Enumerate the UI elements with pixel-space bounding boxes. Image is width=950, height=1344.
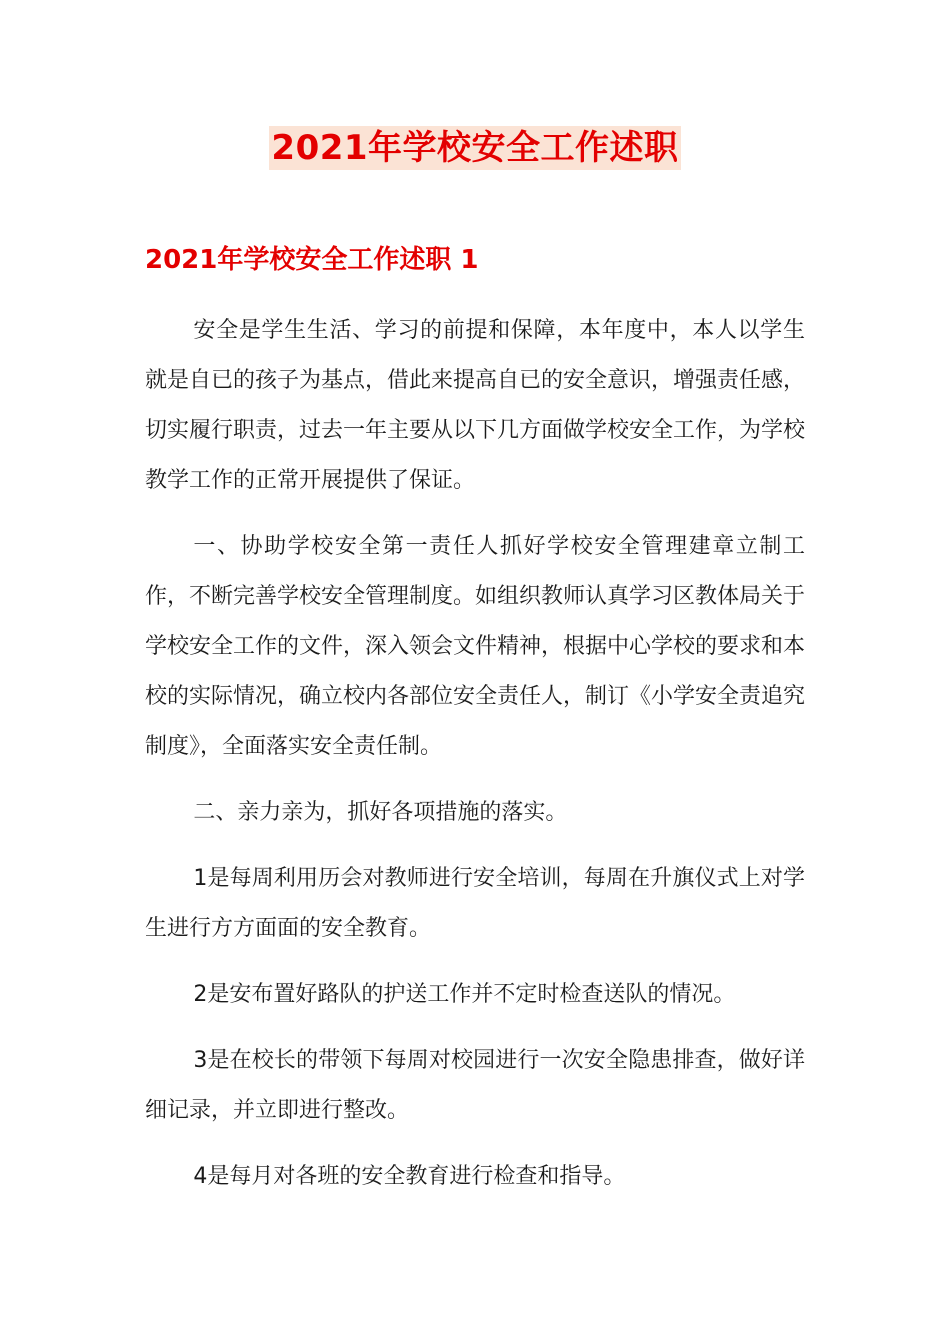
paragraph-item-1: 一、协助学校安全第一责任人抓好学校安全管理建章立制工作，不断完善学校安全管理制度。如组织教师认真学习区教体局关于学校安全工作的文件，深入领会文件精神，根据中心学校的要求和本校的实际情况，确立校内各部位安全责任人，制订《小学安全责追究制度》，全面落实安全责任制。 [145,534,806,759]
paragraph-intro: 安全是学生生活、学习的前提和保障，本年度中，本人以学生就是自已的孩子为基点，借此来提高自已的安全意识，增强责任感，切实履行职责，过去一年主要从以下几方面做学校安全工作，为学校教学工作的正常开展提供了保证。 [145,318,806,493]
document-title [0,126,950,170]
paragraph-point-3: 3是在校长的带领下每周对校园进行一次安全隐患排查，做好详细记录，并立即进行整改。 [145,1048,805,1123]
paragraph-point-2: 2是安布置好路队的护送工作并不定时检查送队的情况。 [193,982,736,1007]
paragraph-point-4: 4是每月对各班的安全教育进行检查和指导。 [193,1164,626,1189]
section-heading: 2021年学校安全工作述职 1 [145,245,479,275]
paragraph-item-2: 二、亲力亲为，抓好各项措施的落实。 [193,800,568,825]
document-body [145,306,805,1218]
paragraph-point-1: 1是每周利用历会对教师进行安全培训，每周在升旗仪式上对学生进行方方面面的安全教育。 [145,866,805,941]
document-title-text: 2021年学校安全工作述职 [271,128,679,168]
